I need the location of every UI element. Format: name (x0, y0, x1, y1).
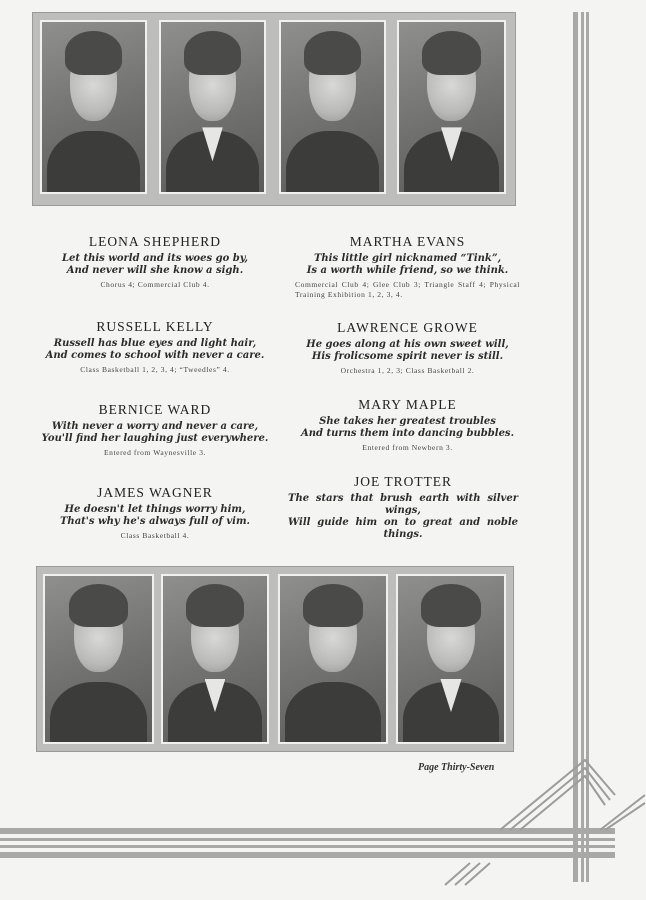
student-verse: And never will she know a sigh. (66, 265, 244, 276)
student-name: BERNICE WARD (98, 402, 212, 417)
student-verse: Is a worth while friend, so we think. (306, 265, 509, 276)
student-verse: You'll find her laughing just everywhere. (41, 433, 269, 444)
portrait-photo (159, 20, 266, 194)
student-entry (20, 319, 290, 375)
portrait-photo (43, 574, 154, 744)
portrait-photo (279, 20, 386, 194)
student-activities: Entered from Waynesville 3. (103, 448, 207, 457)
student-verse: The stars that brush earth with silver wings, (288, 493, 518, 516)
portrait-photo (278, 574, 388, 744)
student-verse: He doesn't let things worry him, (64, 504, 246, 515)
student-name: JOE TROTTER (353, 474, 453, 489)
student-activities: Orchestra 1, 2, 3; Class Basketball 2. (340, 366, 475, 375)
student-name: JAMES WAGNER (97, 485, 213, 500)
student-name: LAWRENCE GROWE (337, 320, 478, 335)
student-verse: And comes to school with never a care. (45, 350, 265, 361)
portrait-photo (40, 20, 147, 194)
student-verse: With never a worry and never a care, (51, 421, 259, 432)
student-verse: He goes along at his own sweet will, (306, 339, 509, 350)
student-entry (20, 485, 290, 541)
student-entry (288, 474, 518, 541)
portrait-photo (161, 574, 269, 744)
bottom-photo-panel (36, 566, 514, 752)
student-name: RUSSELL KELLY (96, 319, 214, 334)
top-photo-panel (32, 12, 516, 206)
student-entry (20, 234, 290, 290)
student-verse: This little girl nicknamed “Tink”, (313, 253, 502, 264)
student-verse: His frolicsome spirit never is still. (311, 351, 504, 362)
triangle-ornament (440, 755, 646, 895)
student-verse: That's why he's always full of vim. (59, 516, 251, 527)
portrait-photo (397, 20, 506, 194)
student-activities: Commercial Club 4; Glee Club 3; Triangle Staff 4; Physical Training Exhibition 1, 2, 3, 4. (295, 280, 520, 299)
student-activities: Class Basketball 1, 2, 3, 4; “Tweedles” 4. (80, 365, 230, 374)
student-verse: Will guide him on to great and noble things. (288, 517, 518, 540)
student-activities: Chorus 4; Commercial Club 4. (100, 280, 210, 289)
student-activities: Entered from Newbern 3. (362, 443, 453, 452)
student-entry (295, 320, 520, 376)
student-verse: Let this world and its woes go by, (61, 253, 249, 264)
page-number: Page Thirty-Seven (418, 762, 495, 773)
student-verse: She takes her greatest troubles (319, 416, 496, 427)
student-verse: And turns them into dancing bubbles. (300, 428, 515, 439)
student-activities: Class Basketball 4. (120, 531, 190, 540)
student-verse: Russell has blue eyes and light hair, (53, 338, 257, 349)
student-entry (20, 402, 290, 458)
student-entry (295, 397, 520, 453)
student-name: MARTHA EVANS (349, 234, 466, 249)
student-entry (295, 234, 520, 300)
student-name: MARY MAPLE (358, 397, 457, 412)
portrait-photo (396, 574, 506, 744)
student-name: LEONA SHEPHERD (88, 234, 222, 249)
